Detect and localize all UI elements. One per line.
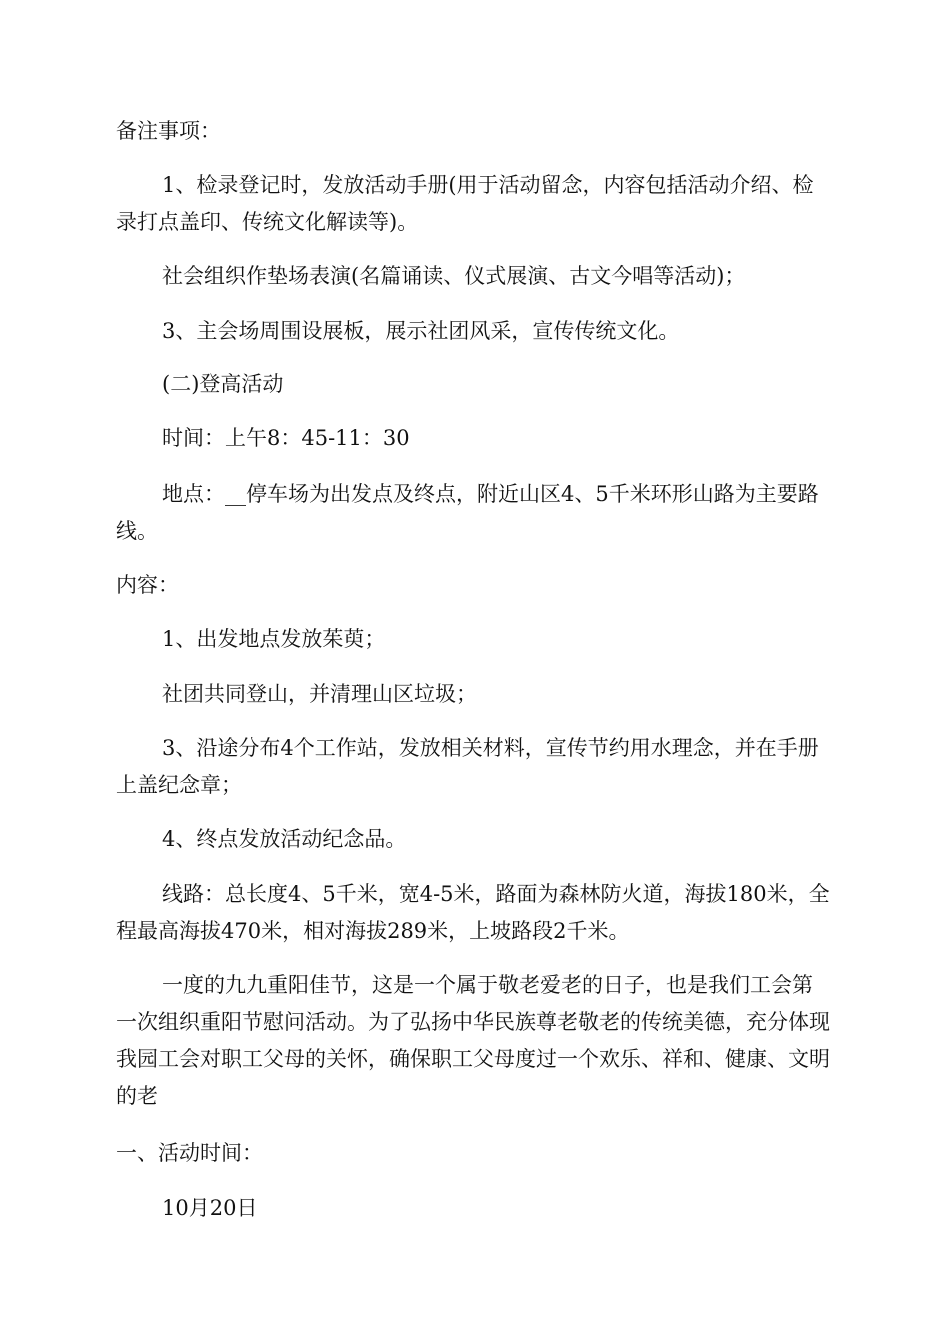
climbing-location: 地点：__停车场为出发点及终点，附近山区4、5千米环形山路为主要路线。 <box>116 482 819 543</box>
content-item-3: 3、沿途分布4个工作站，发放相关材料，宣传节约用水理念，并在手册上盖纪念章； <box>116 736 819 797</box>
content-item-2: 社团共同登山，并清理山区垃圾； <box>162 682 477 706</box>
content-item-4: 4、终点发放活动纪念品。 <box>162 827 407 851</box>
notes-heading: 备注事项： <box>116 119 221 143</box>
notes-item-3: 3、主会场周围设展板，展示社团风采，宣传传统文化。 <box>162 319 680 343</box>
activity-time-heading: 一、活动时间： <box>116 1141 263 1165</box>
content-heading: 内容： <box>116 573 179 597</box>
climbing-time: 时间：上午8：45-11：30 <box>162 426 410 450</box>
section-climbing-heading: (二)登高活动 <box>162 372 284 396</box>
content-item-1: 1、出发地点发放茱萸； <box>162 627 386 651</box>
activity-date: 10月20日 <box>162 1196 258 1220</box>
notes-item-2: 社会组织作垫场表演(名篇诵读、仪式展演、古文今唱等活动)； <box>162 264 746 288</box>
intro-paragraph: 一度的九九重阳佳节，这是一个属于敬老爱老的日子，也是我们工会第一次组织重阳节慰问活动。为了弘扬中华民族尊老敬老的传统美德，充分体现我园工会对职工父母的关怀，确保职工父母度过一个欢乐、祥和、健康、文明的老 <box>116 973 830 1108</box>
route-description: 线路：总长度4、5千米，宽4-5米，路面为森林防火道，海拔180米，全程最高海拔470米，相对海拔289米，上坡路段2千米。 <box>116 882 830 943</box>
notes-item-1: 1、检录登记时，发放活动手册(用于活动留念，内容包括活动介绍、检录打点盖印、传统文化解读等)。 <box>116 173 814 234</box>
